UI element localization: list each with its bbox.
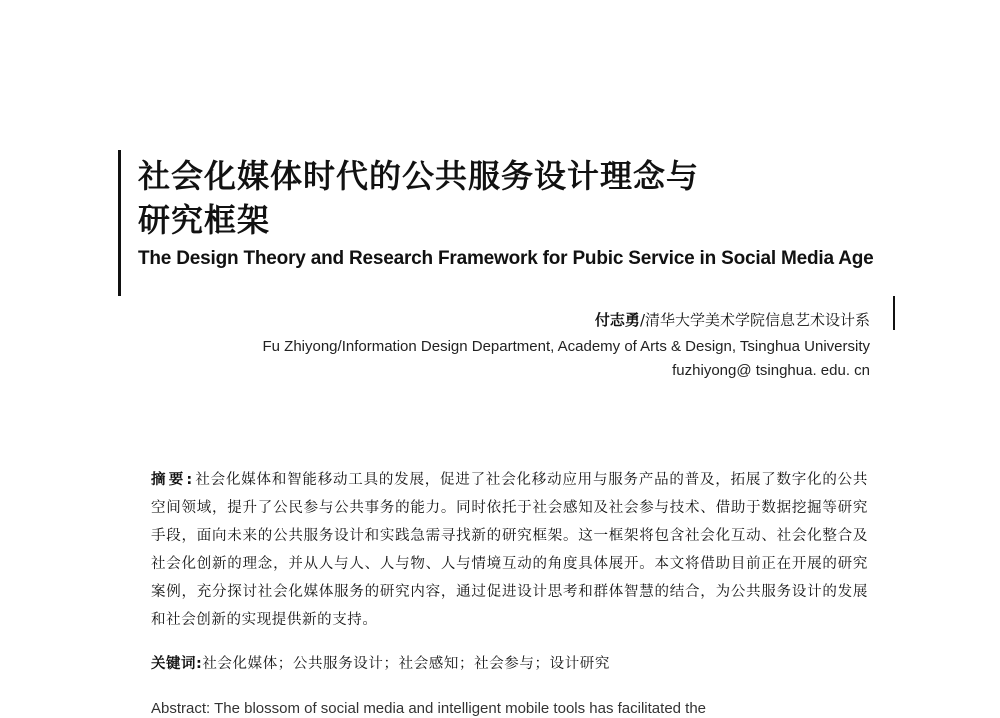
title-chinese-line-2: 研究框架 xyxy=(138,201,271,239)
author-chinese xyxy=(595,310,870,330)
abstract-label: 摘要 xyxy=(151,472,187,488)
author-name-chinese: 付志勇 xyxy=(594,311,640,329)
keywords-label: 关键词 xyxy=(151,656,196,672)
abstract-colon: : xyxy=(186,472,196,488)
english-abstract-partial-text: Abstract: The blossom of social media and intelligent mobile tools has facilitated the xyxy=(151,700,707,717)
abstract-text: 社会化媒体和智能移动工具的发展，促进了社会化移动应用与服务产品的普及，拓展了数字化的公共空间领域，提升了公民参与公共事务的能力。同时依托于社会感知及社会参与技术、借助于数据挖掘等研究手段，面向未来的公共服务设计和实践急需寻找新的研究框架。这一框架将包含社会化互动、社会化整合及社会化创新的理念，并从人与人、人与物、人与情境互动的角度具体展开。本文将借助目前正在开展的研究案例，充分探讨社会化媒体服务的研究内容，通过促进设计思考和群体智慧的结合，为公共服务设计的发展和社会创新的实现提供新的支持。 xyxy=(151,472,868,628)
author-affiliation-chinese: /清华大学美术学院信息艺术设计系 xyxy=(639,311,870,329)
english-abstract-partial xyxy=(151,700,868,717)
author-email: fuzhiyong@ tsinghua. edu. cn xyxy=(672,362,870,379)
keywords-paragraph xyxy=(151,652,868,676)
title-english: The Design Theory and Research Framework for Pubic Service in Social Media Age xyxy=(138,248,874,269)
keywords-colon: : xyxy=(196,656,203,672)
title-chinese-line-1: 社会化媒体时代的公共服务设计理念与 xyxy=(138,157,700,195)
title-block xyxy=(118,150,901,296)
abstract-paragraph xyxy=(151,466,868,634)
author-english: Fu Zhiyong/Information Design Department, Academy of Arts & Design, Tsinghua University xyxy=(262,338,870,355)
author-divider xyxy=(893,296,895,330)
keywords-text: 社会化媒体；公共服务设计；社会感知；社会参与；设计研究 xyxy=(202,656,611,672)
